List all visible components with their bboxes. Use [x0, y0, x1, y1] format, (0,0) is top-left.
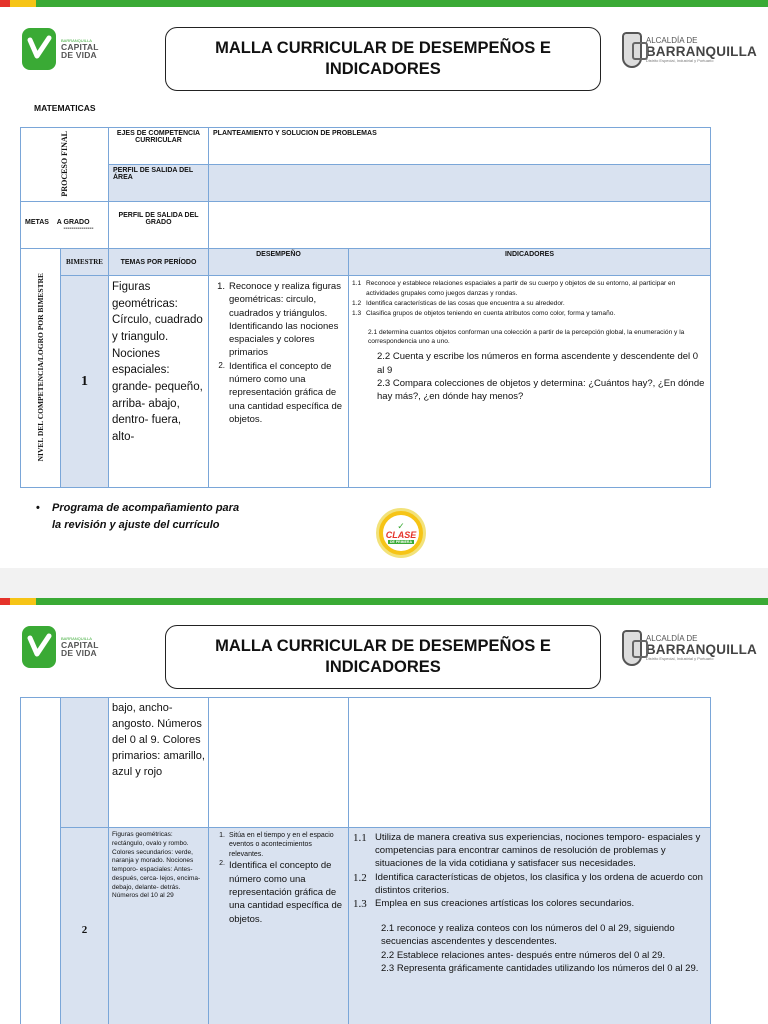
desempeno-item: 2. Identifica el concepto de número como una representación gráfica de una cantidad específica de objetos.	[218, 360, 343, 425]
logo-left-line1: CAPITAL	[61, 41, 99, 52]
indicadores-header: INDICADORES	[349, 249, 711, 276]
indicador-item: 1.2 Identifica características de las cosas que encuentra a su alrededor.	[352, 299, 565, 307]
logo-right-line3: Distrito Especial, Industrial y Portuario	[645, 656, 714, 662]
logo-left-line2: DE VIDA	[61, 648, 97, 658]
indicadores-bimestre-1	[349, 276, 711, 488]
indicador-2-2: 2.2 Establece relaciones antes- después entre números del 0 al 29.	[381, 949, 666, 961]
indicadores-bimestre-1-cont	[349, 698, 711, 828]
checkmark-logo-icon	[22, 28, 56, 70]
logo-left-small: BARRANQUILLA	[61, 37, 92, 43]
nivel-competencia-cell	[21, 249, 61, 488]
temas-bimestre-1-cont: bajo, ancho- angosto. Números del 0 al 9. Colores primarios: amarillo, azul y rojo	[109, 698, 209, 828]
indicador-item: 1.3 Emplea en sus creaciones artísticas los colores secundarios.	[353, 898, 635, 911]
bimestre-1: 1	[61, 276, 109, 488]
page-title-box	[165, 27, 601, 91]
badge-sub: DE PRIMERA	[390, 540, 412, 544]
desempeno-bimestre-2	[209, 828, 349, 1024]
perfil-area-value	[209, 165, 711, 202]
curriculum-table-2	[20, 697, 711, 1024]
capital-de-vida-logo	[22, 625, 112, 669]
logo-right-line3: Distrito Especial, Industrial y Portuario	[645, 58, 714, 64]
page-title: MALLA CURRICULAR DE DESEMPEÑOS E INDICADORES	[215, 636, 551, 676]
dashes: ---------------	[63, 225, 94, 232]
page-gap	[0, 568, 768, 598]
page-title-box	[165, 625, 601, 689]
badge-word: CLASE	[385, 530, 417, 540]
program-note-line1: Programa de acompañamiento para	[52, 502, 240, 514]
perfil-area-label: PERFIL DE SALIDA DEL ÁREA	[109, 165, 209, 202]
alcaldia-logo	[622, 628, 757, 668]
ejes-value: PLANTEAMIENTO Y SOLUCION DE PROBLEMAS	[209, 128, 711, 165]
logo-right-line1: ALCALDÍA DE	[645, 633, 698, 643]
alcaldia-logo	[622, 30, 757, 70]
desempeno-bimestre-1-cont	[209, 698, 349, 828]
checkmark-logo-icon	[22, 626, 56, 668]
clase-de-primera-badge	[376, 508, 426, 558]
temas-header: TEMAS POR PERÍODO	[109, 249, 209, 276]
perfil-grado-value	[209, 202, 711, 249]
ejes-label: EJES DE COMPETENCIA CURRICULAR	[109, 128, 209, 165]
page-title: MALLA CURRICULAR DE DESEMPEÑOS E INDICADORES	[215, 38, 551, 78]
indicador-2-3: 2.3 Compara colecciones de objetos y determina: ¿Cuántos hay?, ¿En dónde hay más?, ¿en dónde hay menos?	[377, 377, 705, 403]
desempeno-header: DESEMPEÑO	[209, 249, 349, 276]
indicador-2-2: 2.2 Cuenta y escribe los números en forma ascendente y descendente del 0 al 9	[377, 351, 699, 376]
nivel-competencia-cont	[21, 698, 61, 1024]
subject-label: MATEMATICAS	[34, 103, 96, 113]
indicador-2-1: 2.1 reconoce y realiza conteos con los números del 0 al 29, siguiendo secuencias ascendentes y descendentes.	[381, 923, 675, 948]
bimestre-1-cont	[61, 698, 109, 828]
desempeno-item: 1. Reconoce y realiza figuras geométricas: circulo, cuadrados y triángulos. Identificando las nociones espaciales y colores primarios	[217, 281, 341, 359]
a-grado-label: A GRADO	[56, 218, 90, 226]
bimestre-2: 2	[61, 828, 109, 1024]
color-stripe	[0, 598, 768, 605]
desempeno-item: 2. Identifica el concepto de número como una representación gráfica de una cantidad específica de objetos.	[219, 860, 343, 925]
temas-bimestre-1: Figuras geométricas: Círculo, cuadrado y triangulo. Nociones espaciales: grande- pequeño, arriba- abajo, dentro- fuera, alto-	[109, 276, 209, 488]
desempeno-item: 1. Sitúa en el tiempo y en el espacio eventos o acontecimientos relevantes.	[219, 832, 334, 858]
temas-bimestre-2: Figuras geométricas: rectángulo, ovalo y rombo. Colores secundarios: verde, naranja y morado. Nociones temporo- espaciales: Antes- después, cerca- lejos, encima- debajo, delante- detrás. Números del 10 al 29	[109, 828, 209, 1024]
perfil-grado-label: PERFIL DE SALIDA DEL GRADO	[109, 202, 209, 249]
logo-left-line1: CAPITAL	[61, 639, 99, 650]
logo-right-line1: ALCALDÍA DE	[645, 35, 698, 45]
page-2	[0, 598, 768, 1024]
bimestre-header: BIMESTRE	[61, 249, 109, 276]
bullet: •	[36, 502, 40, 514]
metas-label: METAS	[25, 218, 49, 226]
capital-de-vida-logo	[22, 27, 112, 71]
program-note	[36, 500, 240, 534]
indicador-item: 1.1 Reconoce y establece relaciones espaciales a partir de su cuerpo y objetos de su entorno, al participar en actividades grupales como juegos danzas y rondas.	[352, 280, 676, 297]
nivel-competencia-label: NIVEL DEL COMPETENCIA/LOGRO POR BIMESTRE	[36, 272, 45, 462]
metas-cell	[21, 202, 109, 249]
indicadores-bimestre-2	[349, 828, 711, 1024]
coat-of-arms-icon	[622, 32, 642, 68]
coat-of-arms-icon	[622, 630, 642, 666]
logo-right-line2: BARRANQUILLA	[645, 641, 757, 657]
logo-right-line2: BARRANQUILLA	[645, 43, 757, 59]
proceso-final-label: PROCESO FINAL	[60, 130, 69, 197]
program-note-line2: la revisión y ajuste del currículo	[52, 519, 220, 532]
logo-left-line2: DE VIDA	[61, 50, 97, 60]
desempeno-bimestre-1	[209, 276, 349, 488]
curriculum-table-1	[20, 127, 711, 488]
color-stripe	[0, 0, 768, 7]
proceso-final-cell	[21, 128, 109, 202]
indicador-item: 1.3 Clasifica grupos de objetos teniendo en cuenta atributos como color, forma y tamaño.	[352, 309, 616, 317]
logo-left-small: BARRANQUILLA	[61, 635, 92, 641]
indicador-item: 1.1 Utiliza de manera creativa sus experiencias, nociones temporo- espaciales y competencias para encontrar caminos de resolución de problemas y situaciones de la vida cotidiana y satisfacer sus necesidades.	[353, 832, 701, 870]
indicador-2-3: 2.3 Representa gráficamente cantidades utilizando los números del 0 al 29.	[381, 962, 699, 974]
indicador-item: 1.2 Identifica características de objetos, los clasifica y los ordena de acuerdo con distintos criterios.	[353, 871, 703, 896]
check-icon: ✓	[397, 521, 405, 531]
indicador-2-1: 2.1 determina cuantos objetos conforman una colección a partir de la percepción global, la enumeración y la correspondencia uno a uno.	[368, 328, 685, 346]
